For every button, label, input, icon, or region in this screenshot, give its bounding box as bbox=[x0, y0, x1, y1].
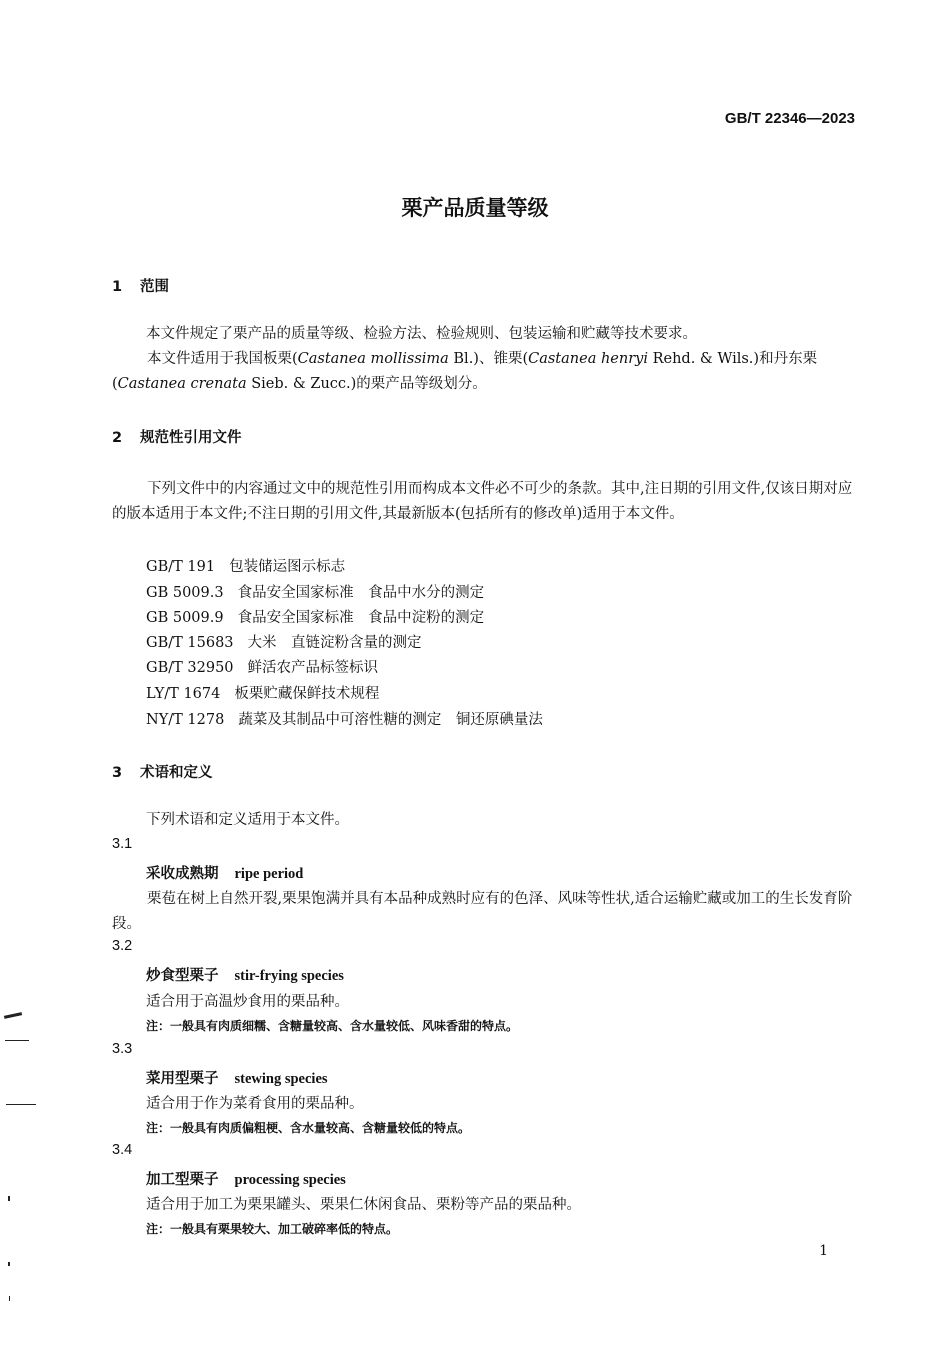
scan-artifact-mark bbox=[8, 1262, 10, 1266]
term-number: 3.2 bbox=[112, 938, 133, 954]
section-number: 1 bbox=[112, 279, 123, 295]
term-note: 注：一般具有栗果较大、加工破碎率低的特点。 bbox=[146, 1222, 399, 1236]
term-name bbox=[146, 862, 303, 883]
term-name-en: processing species bbox=[234, 1172, 346, 1188]
term-name-cn: 加工型栗子 bbox=[146, 1172, 219, 1188]
reference-code: LY/T 1674 bbox=[146, 686, 221, 702]
term-name bbox=[146, 1067, 328, 1088]
term-name-en: stewing species bbox=[234, 1071, 328, 1087]
section-title: 术语和定义 bbox=[140, 765, 213, 781]
reference-code: NY/T 1278 bbox=[146, 712, 225, 728]
scan-artifact-mark bbox=[4, 1012, 22, 1019]
term-definition: 适合用于高温炒食用的栗品种。 bbox=[146, 994, 349, 1010]
term-name-en: ripe period bbox=[234, 866, 304, 882]
section-title: 范围 bbox=[140, 279, 169, 295]
term-name-cn: 菜用型栗子 bbox=[146, 1071, 219, 1087]
section-3-heading bbox=[112, 761, 213, 782]
species-name: Castanea mollissima bbox=[297, 351, 449, 367]
scan-artifact-mark bbox=[5, 1040, 29, 1041]
section-number: 2 bbox=[112, 430, 123, 446]
scope-paragraph-1: 本文件规定了栗产品的质量等级、检验方法、检验规则、包装运输和贮藏等技术要求。 bbox=[146, 326, 697, 342]
term-definition: 栗苞在树上自然开裂,栗果饱满并具有本品种成熟时应有的色泽、风味等性状,适合运输贮藏或加工的生长发育阶段。 bbox=[112, 891, 853, 932]
scan-artifact-mark bbox=[6, 1104, 36, 1105]
text-run: Bl.)、锥栗( bbox=[448, 351, 529, 367]
reference-title: 大米 直链淀粉含量的测定 bbox=[247, 635, 422, 651]
standard-number: GB/T 22346—2023 bbox=[724, 110, 855, 127]
reference-item bbox=[146, 708, 543, 729]
reference-title: 包装储运图示标志 bbox=[229, 559, 346, 575]
reference-title: 蔬菜及其制品中可溶性糖的测定 铜还原碘量法 bbox=[238, 712, 543, 728]
term-number: 3.3 bbox=[112, 1041, 133, 1057]
term-name bbox=[146, 964, 344, 985]
document-title: 栗产品质量等级 bbox=[401, 196, 549, 220]
species-name: Castanea henryi bbox=[528, 351, 648, 367]
reference-title: 食品安全国家标准 食品中水分的测定 bbox=[237, 585, 485, 601]
page-number: 1 bbox=[819, 1243, 828, 1259]
reference-item bbox=[146, 606, 484, 627]
reference-code: GB 5009.9 bbox=[146, 610, 224, 626]
term-name-cn: 炒食型栗子 bbox=[146, 968, 219, 984]
reference-item bbox=[146, 581, 484, 602]
reference-item bbox=[146, 631, 422, 652]
text-run: Sieb. & Zucc.)的栗产品等级划分。 bbox=[246, 376, 487, 392]
scope-paragraph-2 bbox=[112, 347, 857, 397]
term-number: 3.1 bbox=[112, 836, 133, 852]
term-name-en: stir-frying species bbox=[234, 968, 344, 984]
section-1-heading bbox=[112, 275, 169, 296]
term-definition: 适合用于加工为栗果罐头、栗果仁休闲食品、栗粉等产品的栗品种。 bbox=[146, 1197, 581, 1213]
reference-code: GB 5009.3 bbox=[146, 585, 224, 601]
reference-code: GB/T 15683 bbox=[146, 635, 234, 651]
section-2-heading bbox=[112, 426, 242, 447]
references-intro: 下列文件中的内容通过文中的规范性引用而构成本文件必不可少的条款。其中,注日期的引用文件,仅该日期对应的版本适用于本文件;不注日期的引用文件,其最新版本(包括所有的修改单)适用于本文件。 bbox=[112, 481, 853, 522]
term-note: 注：一般具有肉质偏粗梗、含水量较高、含糖量较低的特点。 bbox=[146, 1121, 471, 1135]
scan-artifact-mark bbox=[8, 1196, 10, 1201]
scan-artifact-mark bbox=[9, 1296, 10, 1301]
text-run: Rehd. & Wils.)和丹东栗( bbox=[112, 351, 818, 392]
reference-code: GB/T 191 bbox=[146, 559, 216, 575]
reference-item bbox=[146, 656, 378, 677]
species-name: Castanea crenata bbox=[117, 376, 247, 392]
term-note: 注：一般具有肉质细糯、含糖量较高、含水量较低、风味香甜的特点。 bbox=[146, 1019, 519, 1033]
reference-item bbox=[146, 555, 345, 576]
section-number: 3 bbox=[112, 765, 123, 781]
section-title: 规范性引用文件 bbox=[140, 430, 242, 446]
text-run: 本文件适用于我国板栗( bbox=[147, 351, 298, 367]
reference-title: 板栗贮藏保鲜技术规程 bbox=[234, 686, 380, 702]
reference-title: 鲜活农产品标签标识 bbox=[247, 660, 379, 676]
reference-title: 食品安全国家标准 食品中淀粉的测定 bbox=[237, 610, 485, 626]
reference-item bbox=[146, 682, 379, 703]
term-number: 3.4 bbox=[112, 1142, 133, 1158]
term-name bbox=[146, 1168, 346, 1189]
terms-intro: 下列术语和定义适用于本文件。 bbox=[146, 812, 349, 828]
term-definition: 适合用于作为菜肴食用的栗品种。 bbox=[146, 1096, 364, 1112]
term-name-cn: 采收成熟期 bbox=[146, 866, 219, 882]
reference-code: GB/T 32950 bbox=[146, 660, 234, 676]
